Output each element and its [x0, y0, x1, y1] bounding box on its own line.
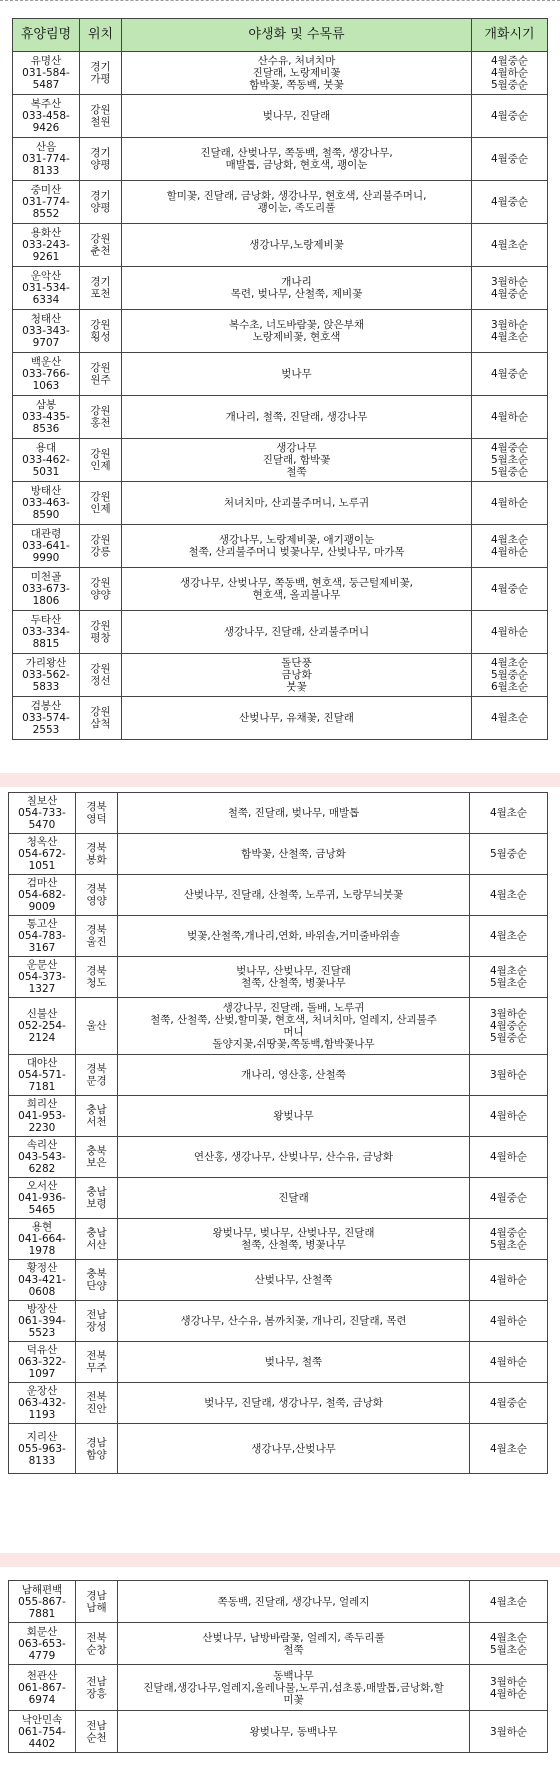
table-body: [13, 52, 548, 740]
forest-bloom-table: [8, 792, 548, 1474]
forest-name-cell: 방태산 033-463- 8590: [13, 482, 80, 525]
bloom-time-cell: 4월초순 4월하순: [472, 525, 548, 568]
species-cell: 생강나무, 노랑제비꽃, 애기괭이눈 철쭉, 산괴불주머니 벚꽃나무, 산벚나무, 마가목: [122, 525, 472, 568]
species-cell: 생강나무, 진달래, 돌배, 노루귀 철쭉, 산철쭉, 산벚,할미꽃, 현호색, 처녀치마, 얼레지, 산괴불주 머니 돌양지꽃,쉬땅꽃,쪽동백,함박꽃나무: [118, 998, 470, 1055]
table-row: [13, 568, 548, 611]
species-cell: 산벚나무, 진달래, 산철쭉, 노루귀, 노랑무늬붓꽃: [118, 875, 470, 916]
bloom-time-cell: 4월하순: [472, 396, 548, 439]
table-row: [13, 138, 548, 181]
bloom-time-cell: 4월하순: [470, 1342, 548, 1383]
species-cell: 벚나무, 산벚나무, 진달래 철쭉, 산철쭉, 병꽃나무: [118, 957, 470, 998]
table-page-1: [0, 18, 560, 740]
bloom-time-cell: 4월초순: [470, 875, 548, 916]
bloom-time-cell: 4월초순: [470, 916, 548, 957]
forest-name-cell: 천관산 061-867- 6974: [9, 1665, 76, 1711]
species-cell: 왕벚나무: [118, 1096, 470, 1137]
table-row: [13, 396, 548, 439]
bloom-time-cell: 3월하순 4월중순 5월중순: [470, 998, 548, 1055]
forest-name-cell: 운악산 031-534- 6334: [13, 267, 80, 310]
bloom-time-cell: 4월초순: [472, 224, 548, 267]
location-cell: 경남 함양: [76, 1424, 118, 1474]
table-page-2: [0, 792, 560, 1474]
forest-name-cell: 방장산 061-394- 5523: [9, 1301, 76, 1342]
location-cell: 충남 서산: [76, 1219, 118, 1260]
bloom-time-cell: 4월초순: [470, 793, 548, 834]
bloom-time-cell: 3월하순: [470, 1711, 548, 1753]
species-cell: 개나리 목련, 벚나무, 산철쭉, 제비꽃: [122, 267, 472, 310]
species-cell: 산벚나무, 산철쭉: [118, 1260, 470, 1301]
species-cell: 개나리, 철쭉, 진달래, 생강나무: [122, 396, 472, 439]
bloom-time-cell: 4월중순: [472, 181, 548, 224]
header-flowers: 야생화 및 수목류: [122, 19, 472, 52]
location-cell: 울산: [76, 998, 118, 1055]
table-body: [9, 1581, 548, 1753]
table-row: [9, 1178, 548, 1219]
location-cell: 경기 가평: [80, 52, 122, 95]
table-row: [9, 1623, 548, 1665]
location-cell: 경북 청도: [76, 957, 118, 998]
species-cell: 생강나무,노랑제비꽃: [122, 224, 472, 267]
bloom-time-cell: 5월중순: [470, 834, 548, 875]
species-cell: 벚나무: [122, 353, 472, 396]
species-cell: 진달래, 산벚나무, 쪽동백, 철쭉, 생강나무, 매발톱, 금낭화, 현호색, 괭이눈: [122, 138, 472, 181]
bloom-time-cell: 4월중순: [472, 138, 548, 181]
species-cell: 처녀치마, 산괴불주머니, 노루귀: [122, 482, 472, 525]
location-cell: 충남 서천: [76, 1096, 118, 1137]
bloom-time-cell: 4월중순 4월하순 5월중순: [472, 52, 548, 95]
bloom-time-cell: 4월중순: [472, 568, 548, 611]
forest-name-cell: 용현 041-664- 1978: [9, 1219, 76, 1260]
location-cell: 충남 보령: [76, 1178, 118, 1219]
table-row: [13, 482, 548, 525]
table-row: [9, 1665, 548, 1711]
bloom-time-cell: 4월초순 5월초순: [470, 957, 548, 998]
species-cell: 왕벚나무, 벚나무, 산벚나무, 진달래 철쭉, 산철쭉, 병꽃나무: [118, 1219, 470, 1260]
table-row: [13, 654, 548, 697]
table-row: [9, 875, 548, 916]
bloom-time-cell: 4월하순: [472, 611, 548, 654]
forest-name-cell: 운문산 054-373- 1327: [9, 957, 76, 998]
forest-name-cell: 검마산 054-682- 9009: [9, 875, 76, 916]
species-cell: 생강나무, 진달래, 산괴불주머니: [122, 611, 472, 654]
table-row: [9, 1137, 548, 1178]
forest-name-cell: 지리산 055-963- 8133: [9, 1424, 76, 1474]
species-cell: 생강나무 진달래, 함박꽃 철쭉: [122, 439, 472, 482]
species-cell: 생강나무, 산벚나무, 쪽동백, 현호색, 둥근털제비꽃, 현호색, 올괴불나무: [122, 568, 472, 611]
location-cell: 강원 원주: [80, 353, 122, 396]
forest-name-cell: 두타산 033-334- 8815: [13, 611, 80, 654]
forest-name-cell: 대야산 054-571- 7181: [9, 1055, 76, 1096]
location-cell: 경기 양평: [80, 181, 122, 224]
forest-name-cell: 백운산 033-766- 1063: [13, 353, 80, 396]
bloom-time-cell: 4월초순: [470, 1424, 548, 1474]
species-cell: 개나리, 영산홍, 산철쭉: [118, 1055, 470, 1096]
forest-name-cell: 남해편백 055-867- 7881: [9, 1581, 76, 1623]
table-row: [9, 1219, 548, 1260]
table-row: [13, 224, 548, 267]
species-cell: 쪽동백, 진달래, 생강나무, 얼레지: [118, 1581, 470, 1623]
table-row: [13, 525, 548, 568]
bloom-time-cell: 4월하순: [472, 482, 548, 525]
location-cell: 강원 삼척: [80, 697, 122, 740]
species-cell: 벚나무, 진달래, 생강나무, 철쭉, 금낭화: [118, 1383, 470, 1424]
bloom-time-cell: 4월중순: [470, 1178, 548, 1219]
forest-name-cell: 낙안민속 061-754- 4402: [9, 1711, 76, 1753]
species-cell: 연산홍, 생강나무, 산벚나무, 산수유, 금낭화: [118, 1137, 470, 1178]
forest-name-cell: 유명산 031-584- 5487: [13, 52, 80, 95]
bloom-time-cell: 4월중순 5월초순 5월중순: [472, 439, 548, 482]
species-cell: 철쭉, 진달래, 벚나무, 매발톱: [118, 793, 470, 834]
forest-name-cell: 청옥산 054-672- 1051: [9, 834, 76, 875]
table-row: [9, 1342, 548, 1383]
table-row: [9, 957, 548, 998]
location-cell: 경북 문경: [76, 1055, 118, 1096]
location-cell: 전북 진안: [76, 1383, 118, 1424]
page-separator: [0, 773, 560, 787]
forest-name-cell: 가리왕산 033-562- 5833: [13, 654, 80, 697]
species-cell: 산벚나무, 유채꽃, 진달래: [122, 697, 472, 740]
species-cell: 산수유, 처녀치마 진달래, 노랑제비꽃 함박꽃, 쪽동백, 붓꽃: [122, 52, 472, 95]
table-row: [13, 697, 548, 740]
location-cell: 강원 정선: [80, 654, 122, 697]
species-cell: 할미꽃, 진달래, 금낭화, 생강나무, 현호색, 산괴불주머니, 괭이눈, 족도리풀: [122, 181, 472, 224]
location-cell: 전남 장성: [76, 1301, 118, 1342]
table-row: [9, 1383, 548, 1424]
forest-bloom-table: [8, 1580, 548, 1753]
table-row: [9, 1096, 548, 1137]
bloom-time-cell: 3월하순 4월초순: [472, 310, 548, 353]
forest-bloom-table: [12, 18, 548, 740]
location-cell: 강원 강릉: [80, 525, 122, 568]
location-cell: 전북 순창: [76, 1623, 118, 1665]
header-bloom-time: 개화시기: [472, 19, 548, 52]
species-cell: 왕벚나무, 동백나무: [118, 1711, 470, 1753]
bloom-time-cell: 4월중순 5월초순: [470, 1219, 548, 1260]
forest-name-cell: 중미산 031-774- 8552: [13, 181, 80, 224]
forest-name-cell: 복주산 033-458- 9426: [13, 95, 80, 138]
bloom-time-cell: 4월중순: [472, 95, 548, 138]
forest-name-cell: 미천골 033-673- 1806: [13, 568, 80, 611]
forest-name-cell: 대관령 033-641- 9990: [13, 525, 80, 568]
location-cell: 경기 양평: [80, 138, 122, 181]
table-row: [13, 267, 548, 310]
location-cell: 전북 무주: [76, 1342, 118, 1383]
table-page-3: [0, 1580, 560, 1753]
table-row: [13, 95, 548, 138]
location-cell: 경기 포천: [80, 267, 122, 310]
header-forest-name: 휴양림명: [13, 19, 80, 52]
forest-name-cell: 덕유산 063-322- 1097: [9, 1342, 76, 1383]
bloom-time-cell: 4월초순 5월초순: [470, 1623, 548, 1665]
species-cell: 복수초, 너도바람꽃, 앉은부채 노랑제비꽃, 현호색: [122, 310, 472, 353]
species-cell: 산벚나무, 남방바람꽃, 얼레지, 족두리풀 철쭉: [118, 1623, 470, 1665]
location-cell: 전남 순천: [76, 1711, 118, 1753]
table-row: [9, 1424, 548, 1474]
forest-name-cell: 속리산 043-543- 6282: [9, 1137, 76, 1178]
location-cell: 강원 인제: [80, 439, 122, 482]
forest-name-cell: 칠보산 054-733- 5470: [9, 793, 76, 834]
table-row: [13, 353, 548, 396]
species-cell: 벚나무, 철쭉: [118, 1342, 470, 1383]
bloom-time-cell: 4월하순: [470, 1096, 548, 1137]
bloom-time-cell: 4월초순: [470, 1581, 548, 1623]
bloom-time-cell: 4월초순 5월중순 6월초순: [472, 654, 548, 697]
forest-name-cell: 검봉산 033-574- 2553: [13, 697, 80, 740]
species-cell: 생강나무, 산수유, 봄까치꽃, 개나리, 진달래, 목련: [118, 1301, 470, 1342]
location-cell: 경북 영덕: [76, 793, 118, 834]
forest-name-cell: 신불산 052-254- 2124: [9, 998, 76, 1055]
table-row: [13, 310, 548, 353]
location-cell: 강원 인제: [80, 482, 122, 525]
species-cell: 함박꽃, 산철쭉, 금낭화: [118, 834, 470, 875]
forest-name-cell: 회문산 063-653- 4779: [9, 1623, 76, 1665]
forest-name-cell: 용대 033-462- 5031: [13, 439, 80, 482]
table-body: [9, 793, 548, 1474]
location-cell: 강원 춘천: [80, 224, 122, 267]
table-row: [9, 834, 548, 875]
table-row: [9, 916, 548, 957]
table-row: [13, 439, 548, 482]
bloom-time-cell: 3월하순 4월중순: [472, 267, 548, 310]
forest-name-cell: 희리산 041-953- 2230: [9, 1096, 76, 1137]
species-cell: 생강나무,산벚나무: [118, 1424, 470, 1474]
species-cell: 진달래: [118, 1178, 470, 1219]
location-cell: 충북 단양: [76, 1260, 118, 1301]
table-row: [9, 1260, 548, 1301]
forest-name-cell: 용화산 033-243- 9261: [13, 224, 80, 267]
table-row: [13, 52, 548, 95]
page-top-border: [0, 0, 560, 5]
table-row: [9, 998, 548, 1055]
bloom-time-cell: 4월하순: [470, 1137, 548, 1178]
table-row: [9, 1055, 548, 1096]
location-cell: 강원 평창: [80, 611, 122, 654]
location-cell: 전남 장흥: [76, 1665, 118, 1711]
table-row: [9, 1581, 548, 1623]
header-location: 위치: [80, 19, 122, 52]
location-cell: 충북 보은: [76, 1137, 118, 1178]
page-separator: [0, 1553, 560, 1567]
table-row: [9, 1711, 548, 1753]
species-cell: 돌단풍 금낭화 붓꽃: [122, 654, 472, 697]
location-cell: 경북 영양: [76, 875, 118, 916]
bloom-time-cell: 4월하순: [470, 1301, 548, 1342]
bloom-time-cell: 3월하순 4월하순: [470, 1665, 548, 1711]
bloom-time-cell: 3월하순: [470, 1055, 548, 1096]
species-cell: 벚나무, 진달래: [122, 95, 472, 138]
species-cell: 벚꽃,산철쭉,개나리,연화, 바위솔,거미줄바위솔: [118, 916, 470, 957]
forest-name-cell: 청태산 033-343- 9707: [13, 310, 80, 353]
location-cell: 강원 양양: [80, 568, 122, 611]
table-header-row: [13, 19, 548, 52]
bloom-time-cell: 4월중순: [472, 353, 548, 396]
table-row: [13, 611, 548, 654]
bloom-time-cell: 4월하순: [470, 1260, 548, 1301]
location-cell: 강원 홍천: [80, 396, 122, 439]
bloom-time-cell: 4월초순: [472, 697, 548, 740]
table-row: [13, 181, 548, 224]
forest-name-cell: 황정산 043-421- 0608: [9, 1260, 76, 1301]
location-cell: 경북 울진: [76, 916, 118, 957]
location-cell: 경북 봉화: [76, 834, 118, 875]
forest-name-cell: 오서산 041-936- 5465: [9, 1178, 76, 1219]
bloom-time-cell: 4월중순: [470, 1383, 548, 1424]
forest-name-cell: 삼봉 033-435- 8536: [13, 396, 80, 439]
forest-name-cell: 통고산 054-783- 3167: [9, 916, 76, 957]
location-cell: 강원 횡성: [80, 310, 122, 353]
forest-name-cell: 운장산 063-432- 1193: [9, 1383, 76, 1424]
location-cell: 강원 철원: [80, 95, 122, 138]
location-cell: 경남 남해: [76, 1581, 118, 1623]
forest-name-cell: 산음 031-774- 8133: [13, 138, 80, 181]
table-row: [9, 793, 548, 834]
species-cell: 동백나무 진달래,생강나무,얼레지,올레나물,노루귀,섬초롱,매발톱,금낭화,할 미꽃: [118, 1665, 470, 1711]
table-row: [9, 1301, 548, 1342]
